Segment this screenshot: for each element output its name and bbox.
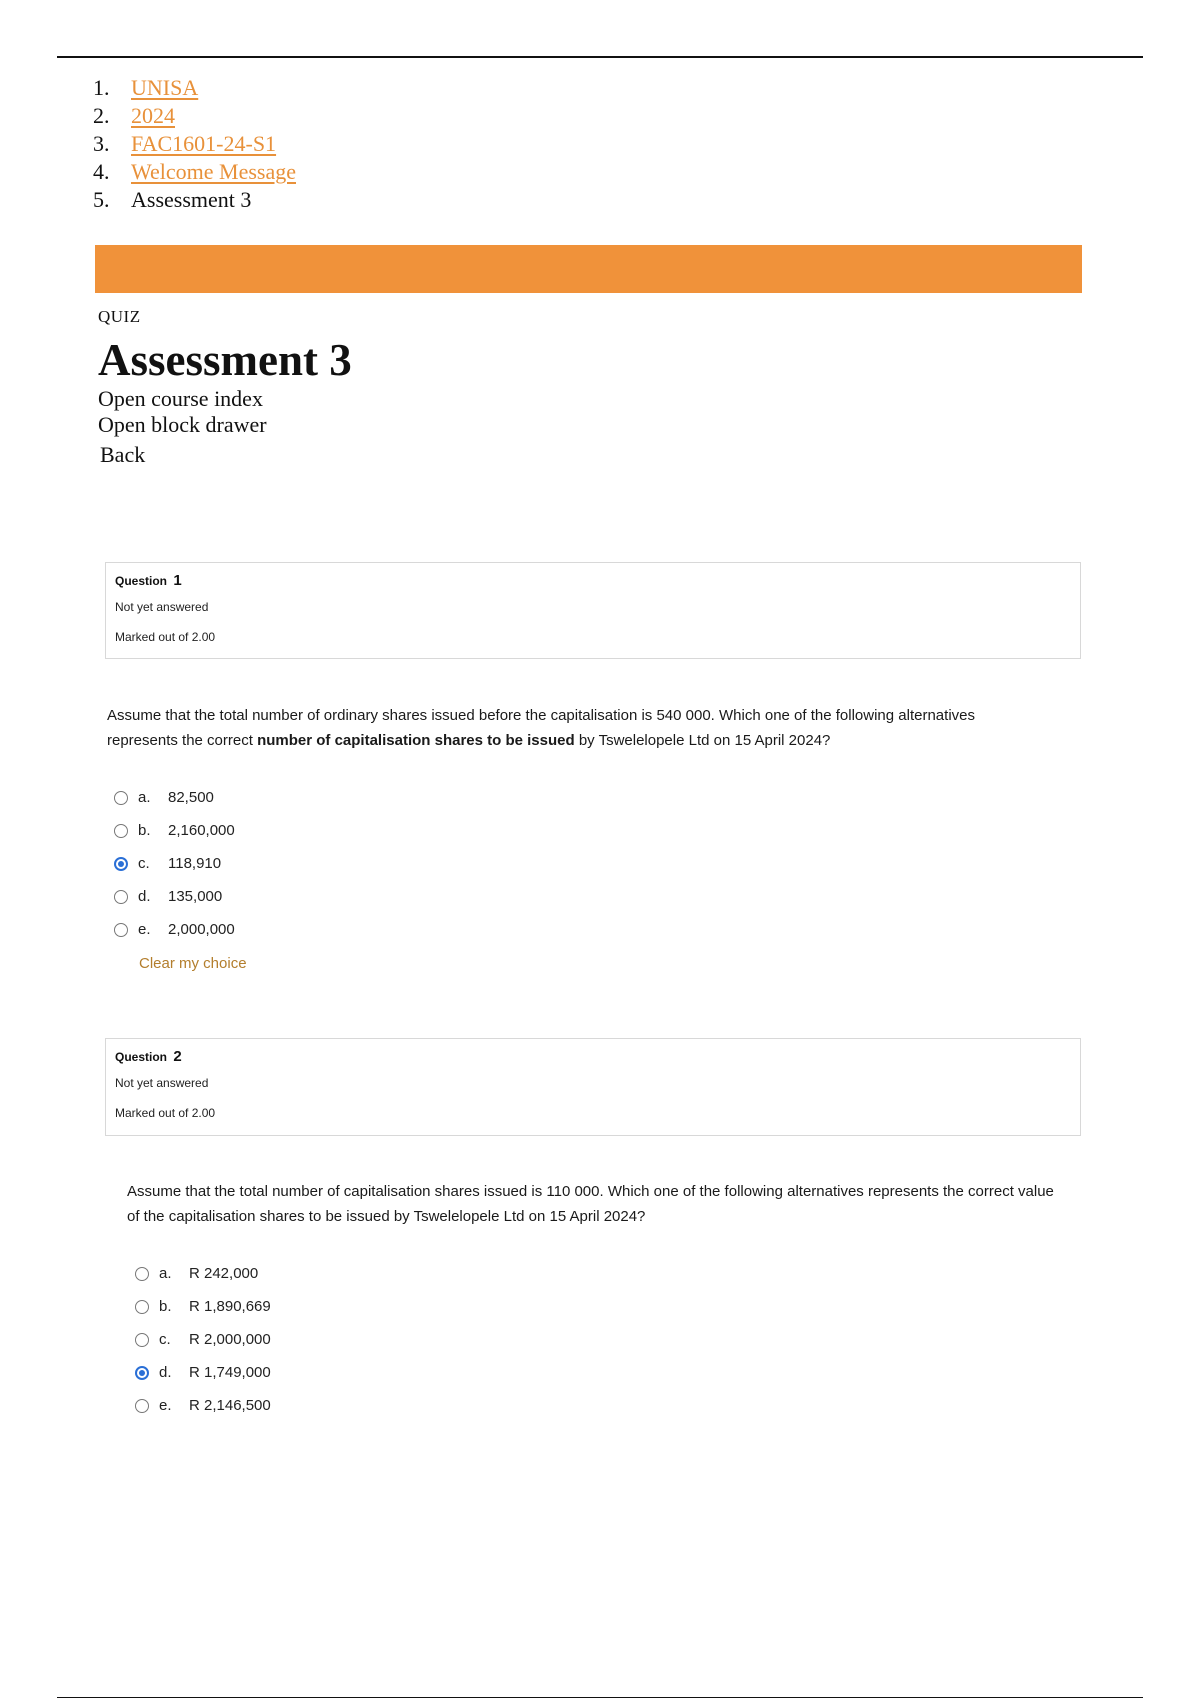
open-course-index-button[interactable]: Open course index [98,386,263,411]
top-rule [57,56,1143,58]
answer-option[interactable]: d. 135,000 [114,880,235,913]
question-text-1: Assume that the total number of ordinary shares issued before the capitalisation is 540 000. Which one of the following alternatives represents the correct number of capitalisation shares to be issued by Tswelelopele Ltd on 15 April 2024? [107,707,975,749]
radio-button-selected[interactable] [135,1366,149,1380]
answer-option[interactable]: d. R 1,749,000 [135,1356,271,1389]
breadcrumb-item: 1. UNISA [93,75,199,100]
page-title: Assessment 3 [98,335,352,385]
activity-type-label: QUIZ [98,307,141,326]
answer-option[interactable]: b. R 1,890,669 [135,1290,271,1323]
breadcrumb-current: Assessment 3 [131,187,252,212]
radio-button[interactable] [114,923,128,937]
question-status: Not yet answered [115,1076,209,1090]
question-marks: Marked out of 2.00 [115,630,216,644]
answer-option[interactable]: a. R 242,000 [135,1257,271,1290]
breadcrumb-item: 4. Welcome Message [93,159,296,184]
breadcrumb-item: 3. FAC1601-24-S1 [93,131,277,156]
question-text-2: Assume that the total number of capitalisation shares issued is 110 000. Which one of the following alternatives represents the correct value of the capitalisation shares to be issued by Tswelelopele Ltd on 15 April 2024? [127,1183,1054,1225]
answer-option[interactable]: e. 2,000,000 [114,913,235,946]
question-status: Not yet answered [115,600,209,614]
breadcrumb-link-year[interactable]: 2024 [131,103,175,128]
answer-option[interactable]: a. 82,500 [114,781,235,814]
breadcrumb-item: 5. Assessment 3 [93,187,252,212]
breadcrumb-link-course[interactable]: FAC1601-24-S1 [131,131,277,156]
breadcrumb-item: 2. 2024 [93,103,175,128]
breadcrumb-link-welcome[interactable]: Welcome Message [131,159,296,184]
back-link[interactable]: Back [100,442,146,467]
question-info-1 [105,562,1081,659]
radio-button[interactable] [114,890,128,904]
answer-options-2 [135,1257,271,1422]
question-marks: Marked out of 2.00 [115,1106,216,1120]
radio-button[interactable] [135,1333,149,1347]
question-number: Question 2 [115,1048,182,1065]
answer-option[interactable]: e. R 2,146,500 [135,1389,271,1422]
radio-button-selected[interactable] [114,857,128,871]
breadcrumb-link-unisa[interactable]: UNISA [131,75,199,100]
answer-option[interactable]: c. 118,910 [114,847,235,880]
clear-my-choice-link[interactable]: Clear my choice [139,955,247,972]
answer-options-1 [114,781,235,946]
question-number: Question 1 [115,572,182,589]
bottom-rule [57,1697,1143,1698]
radio-button[interactable] [114,791,128,805]
answer-option[interactable]: c. R 2,000,000 [135,1323,271,1356]
radio-button[interactable] [135,1300,149,1314]
open-block-drawer-button[interactable]: Open block drawer [98,412,267,437]
breadcrumb [93,74,296,214]
radio-button[interactable] [135,1399,149,1413]
radio-button[interactable] [114,824,128,838]
radio-button[interactable] [135,1267,149,1281]
course-banner [95,245,1082,293]
question-info-2 [105,1038,1081,1136]
page-header [98,304,352,468]
answer-option[interactable]: b. 2,160,000 [114,814,235,847]
